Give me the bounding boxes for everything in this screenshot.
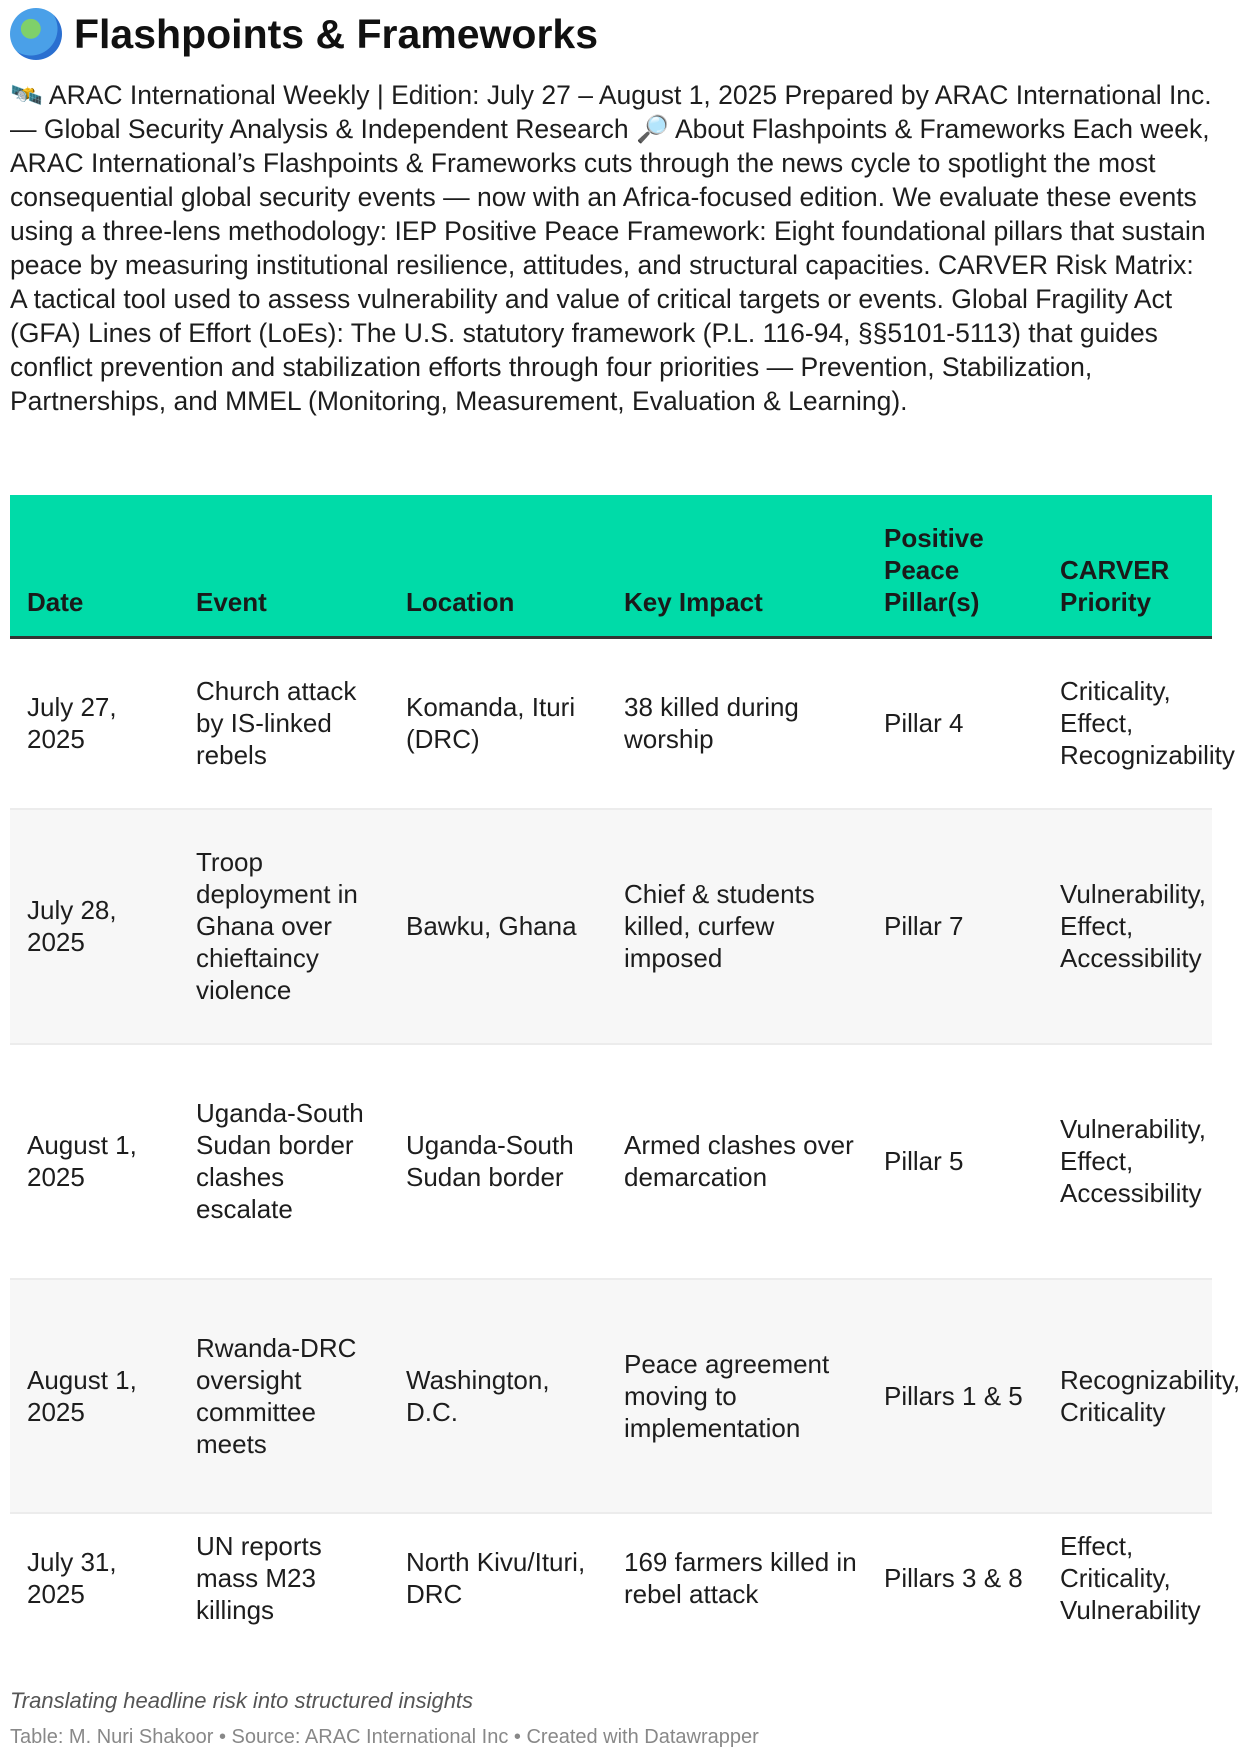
cell-location: North Kivu/Ituri, DRC — [406, 1547, 586, 1609]
cell-event: Uganda-South Sudan border clashes escalate — [179, 1044, 389, 1279]
cell-carver: Vulnerability, Effect, Accessibility — [1043, 809, 1212, 1044]
column-header-carver[interactable]: CARVER Priority — [1043, 495, 1212, 638]
table-row — [10, 1044, 1212, 1279]
table-row — [10, 1513, 1212, 1643]
cell-event: UN reports mass M23 killings — [196, 1531, 322, 1625]
cell-date: July 31, 2025 — [27, 1547, 117, 1609]
cell-pillars: Pillars 3 & 8 — [884, 1563, 1023, 1593]
table-header-row — [10, 495, 1212, 638]
table-note: Translating headline risk into structured insights — [10, 1688, 474, 1713]
events-table — [10, 495, 1240, 1643]
cell-location: Uganda-South Sudan border — [389, 1044, 607, 1279]
page-title — [10, 8, 598, 60]
cell-carver: Recognizability, Criticality — [1043, 1279, 1212, 1513]
table-row — [10, 809, 1212, 1044]
table-row — [10, 1279, 1212, 1513]
cell-key-impact: Peace agreement moving to implementation — [607, 1279, 867, 1513]
cell-key-impact: Chief & students killed, curfew imposed — [607, 809, 867, 1044]
cell-location: Bawku, Ghana — [389, 809, 607, 1044]
cell-pillars: Pillars 1 & 5 — [867, 1279, 1043, 1513]
column-header-location[interactable]: Location — [389, 495, 607, 638]
cell-event: Troop deployment in Ghana over chieftaincy violence — [179, 809, 389, 1044]
cell-location: Washington, D.C. — [389, 1279, 607, 1513]
cell-date: August 1, 2025 — [10, 1279, 179, 1513]
cell-event: Rwanda-DRC oversight committee meets — [179, 1279, 389, 1513]
cell-key-impact: 169 farmers killed in rebel attack — [624, 1547, 857, 1609]
table-row — [10, 638, 1212, 809]
cell-key-impact: 38 killed during worship — [607, 638, 867, 809]
intro-part-2: About Flashpoints & Frameworks Each week, ARAC International’s Flashpoints & Frameworks cuts through the news cycle to spotlight the most consequential global security events — now with an Africa-focused edition. We evaluate these events using a three-lens methodology: IEP Positive Peace Framework: Eight foundational pillars that sustain peace by measuring institutional resilience, attitudes, and structural capacities. CARVER Risk Matrix: A tactical tool used to assess vulnerability and value of critical targets or events. Global Fragility Act (GFA) Lines of Effort (LoEs): The U.S. statutory framework (P.L. 116-94, §§5101-5113) that guides conflict prevention and stabilization efforts through four priorities — Prevention, Stabilization, Partnerships, and MMEL (Monitoring, Measurement, Evaluation & Learning). — [10, 114, 1210, 416]
column-header-key-impact[interactable]: Key Impact — [607, 495, 867, 638]
table-credit: Table: M. Nuri Shakoor • Source: ARAC International Inc • Created with Datawrapper — [10, 1726, 759, 1748]
cell-pillars: Pillar 4 — [867, 638, 1043, 809]
cell-pillars: Pillar 5 — [867, 1044, 1043, 1279]
intro-text — [10, 78, 1215, 418]
cell-location: Komanda, Ituri (DRC) — [389, 638, 607, 809]
magnifying-glass-icon: 🔎 — [636, 114, 670, 144]
cell-key-impact: Armed clashes over demarcation — [607, 1044, 867, 1279]
cell-pillars: Pillar 7 — [867, 809, 1043, 1044]
cell-carver: Criticality, Effect, Recognizability — [1043, 638, 1212, 809]
cell-date: August 1, 2025 — [10, 1044, 179, 1279]
cell-event: Church attack by IS-linked rebels — [179, 638, 389, 809]
column-header-event[interactable]: Event — [179, 495, 389, 638]
title-text: Flashpoints & Frameworks — [74, 10, 599, 57]
cell-carver: Vulnerability, Effect, Accessibility — [1043, 1044, 1212, 1279]
cell-date: July 28, 2025 — [10, 809, 179, 1044]
satellite-icon: 🛰️ — [10, 80, 43, 110]
intro-part-1: ARAC International Weekly | Edition: July 27 – August 1, 2025 Prepared by ARAC International Inc. — Global Security Analysis & Independent Research — [10, 80, 1212, 144]
cell-date: July 27, 2025 — [10, 638, 179, 809]
column-header-date[interactable]: Date — [10, 495, 179, 638]
globe-africa-icon — [10, 8, 62, 60]
cell-carver: Effect, Criticality, Vulnerability — [1060, 1531, 1201, 1625]
column-header-pillars[interactable]: Positive Peace Pillar(s) — [867, 495, 1043, 638]
